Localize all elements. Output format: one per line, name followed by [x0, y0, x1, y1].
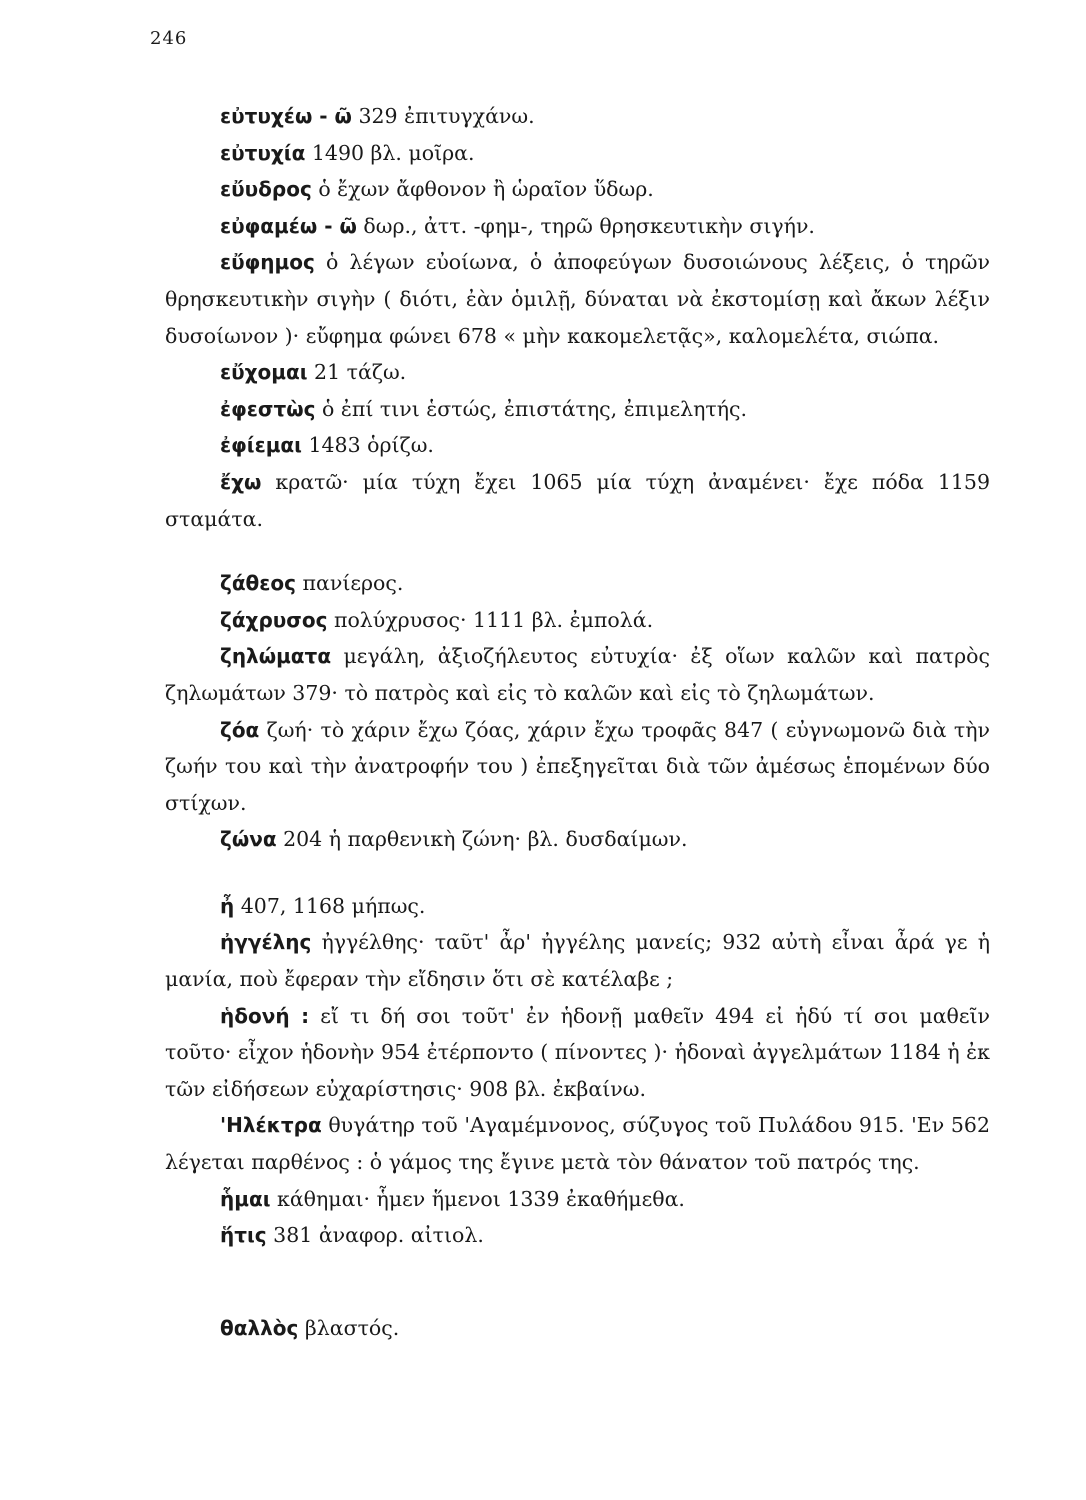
headword: 'Ηλέκτρα [220, 1113, 322, 1138]
entry-eutycheo [165, 98, 990, 135]
entry-hedone [165, 998, 990, 1108]
headword: ζάχρυσος [220, 607, 328, 632]
section-gap [165, 1254, 990, 1310]
definition: θυγάτηρ τοῦ 'Αγαμέμνονος, σύζυγος τοῦ Πυλάδου 915. 'Εν 562 λέγεται παρθένος : ὁ γάμος της ἔγινε μετὰ τὸν θάνατον τοῦ πατρός της. [165, 1113, 990, 1175]
definition: 329 ἐπιτυγχάνω. [351, 104, 535, 128]
entry-zoa [165, 712, 990, 822]
headword: ἔχω [220, 469, 262, 494]
definition: εἴ τι δή σοι τοῦτ' ἐν ἡδονῇ μαθεῖν 494 εἰ ἡδύ τί σοι μαθεῖν τοῦτο· εἶχον ἡδονὴν 954 ἐτέρποντο ( πίνοντες )· ἡδοναὶ ἀγγελμάτων 1184 ἡ ἐκ τῶν εἰδήσεων εὐχαρίστησις· 908 βλ. ἐκβαίνω. [165, 1003, 990, 1101]
entry-zelomata [165, 638, 990, 711]
definition: 204 ἡ παρθενικὴ ζώνη· βλ. δυσδαίμων. [276, 827, 688, 852]
entry-elektra [165, 1107, 990, 1180]
definition: κρατῶ· μία τύχη ἔχει 1065 μία τύχη ἀναμένει· ἔχε πόδα 1159 σταμάτα. [165, 469, 990, 531]
definition: ὁ λέγων εὐοίωνα, ὁ ἀποφεύγων δυσοιώνους λέξεις, ὁ τηρῶν θρησκευτικὴν σιγὴν ( διότι, ἐὰν ὁμιλῇ, δύναται νὰ ἐκστομίσῃ καὶ ἄκων λέξιν δυσοίωνον )· εὔφημα φώνει 678 « μὴν κακομελετᾷς», καλομελέτα, σιώπα. [165, 250, 990, 348]
entry-efiemai [165, 427, 990, 464]
definition: πολύχρυσος· 1111 βλ. ἐμπολά. [327, 607, 654, 632]
definition: ἠγγέλθης· ταῦτ' ἆρ' ἠγγέλης μανείς; 932 αὐτὴ εἶναι ἆρά γε ἡ μανία, ποὺ ἔφεραν τὴν εἴδησιν ὅτι σὲ κατέλαβε ; [165, 930, 990, 992]
entry-eggeles [165, 924, 990, 997]
headword: εὐτυχέω - ῶ [220, 104, 352, 128]
section-gap [165, 537, 990, 565]
glossary-content [165, 98, 990, 1346]
definition: πανίερος. [296, 571, 404, 596]
definition: κάθημαι· ἧμεν ἥμενοι 1339 ἐκαθήμεθα. [270, 1186, 685, 1211]
headword: ζόα [220, 717, 260, 742]
entry-hetis [165, 1217, 990, 1254]
headword: ἥτις [220, 1223, 267, 1248]
headword: εὐφαμέω - ῶ [220, 213, 357, 238]
entry-zachrysos [165, 602, 990, 639]
definition: ὁ ἐπί τινι ἑστώς, ἐπιστάτης, ἐπιμελητής. [315, 396, 748, 421]
headword: ἡδονή : [220, 1003, 310, 1028]
entry-echo [165, 464, 990, 537]
entry-zatheos [165, 565, 990, 602]
headword: ἧμαι [220, 1186, 271, 1211]
definition: 407, 1168 μήπως. [234, 893, 426, 918]
headword: ἐφίεμαι [220, 433, 302, 458]
definition: βλαστός. [298, 1315, 400, 1340]
headword: ζάθεος [220, 571, 297, 596]
headword: ἐφεστὼς [220, 396, 316, 421]
definition: 381 ἀναφορ. αἰτιολ. [266, 1223, 484, 1248]
headword: ἠγγέλης [220, 930, 312, 955]
page-number: 246 [150, 28, 188, 49]
headword: εὔχομαι [220, 360, 308, 385]
definition: 1490 βλ. μοῖρα. [305, 140, 475, 165]
entry-euydros [165, 171, 990, 208]
definition: ὁ ἔχων ἄφθονον ἢ ὡραῖον ὕδωρ. [311, 177, 654, 202]
definition: μεγάλη, ἀξιοζήλευτος εὐτυχία· ἐξ οἵων καλῶν καὶ πατρὸς ζηλωμάτων 379· τὸ πατρὸς καὶ εἰς τὸ καλῶν καὶ εἰς τὸ ζηλωμάτων. [165, 644, 990, 705]
definition: 21 τάζω. [307, 360, 407, 385]
definition: 1483 ὁρίζω. [301, 433, 434, 458]
entry-zona [165, 821, 990, 858]
headword: ζώνα [220, 827, 277, 852]
headword: εὔφημος [220, 250, 315, 275]
entry-eufameo [165, 208, 990, 245]
entry-e [165, 888, 990, 925]
entry-efestos [165, 391, 990, 428]
entry-eufemos [165, 244, 990, 354]
headword: θαλλὸς [220, 1315, 299, 1340]
headword: ζηλώματα [220, 644, 332, 669]
section-gap [165, 858, 990, 888]
entry-thallos [165, 1310, 990, 1347]
headword: εὐτυχία [220, 140, 306, 165]
entry-eutychia [165, 135, 990, 172]
entry-hemai [165, 1181, 990, 1218]
entry-euchomai [165, 354, 990, 391]
headword: εὔυδρος [220, 177, 312, 202]
headword: ἦ [220, 893, 235, 918]
definition: ζωή· τὸ χάριν ἔχω ζόας, χάριν ἔχω τροφᾶς 847 ( εὐγνωμονῶ διὰ τὴν ζωήν του καὶ τὴν ἀνατροφήν του ) ἐπεξηγεῖται διὰ τῶν ἀμέσως ἑπομένων δύο στίχων. [165, 717, 990, 815]
definition: δωρ., ἀττ. -φημ-, τηρῶ θρησκευτικὴν σιγήν. [356, 213, 815, 238]
